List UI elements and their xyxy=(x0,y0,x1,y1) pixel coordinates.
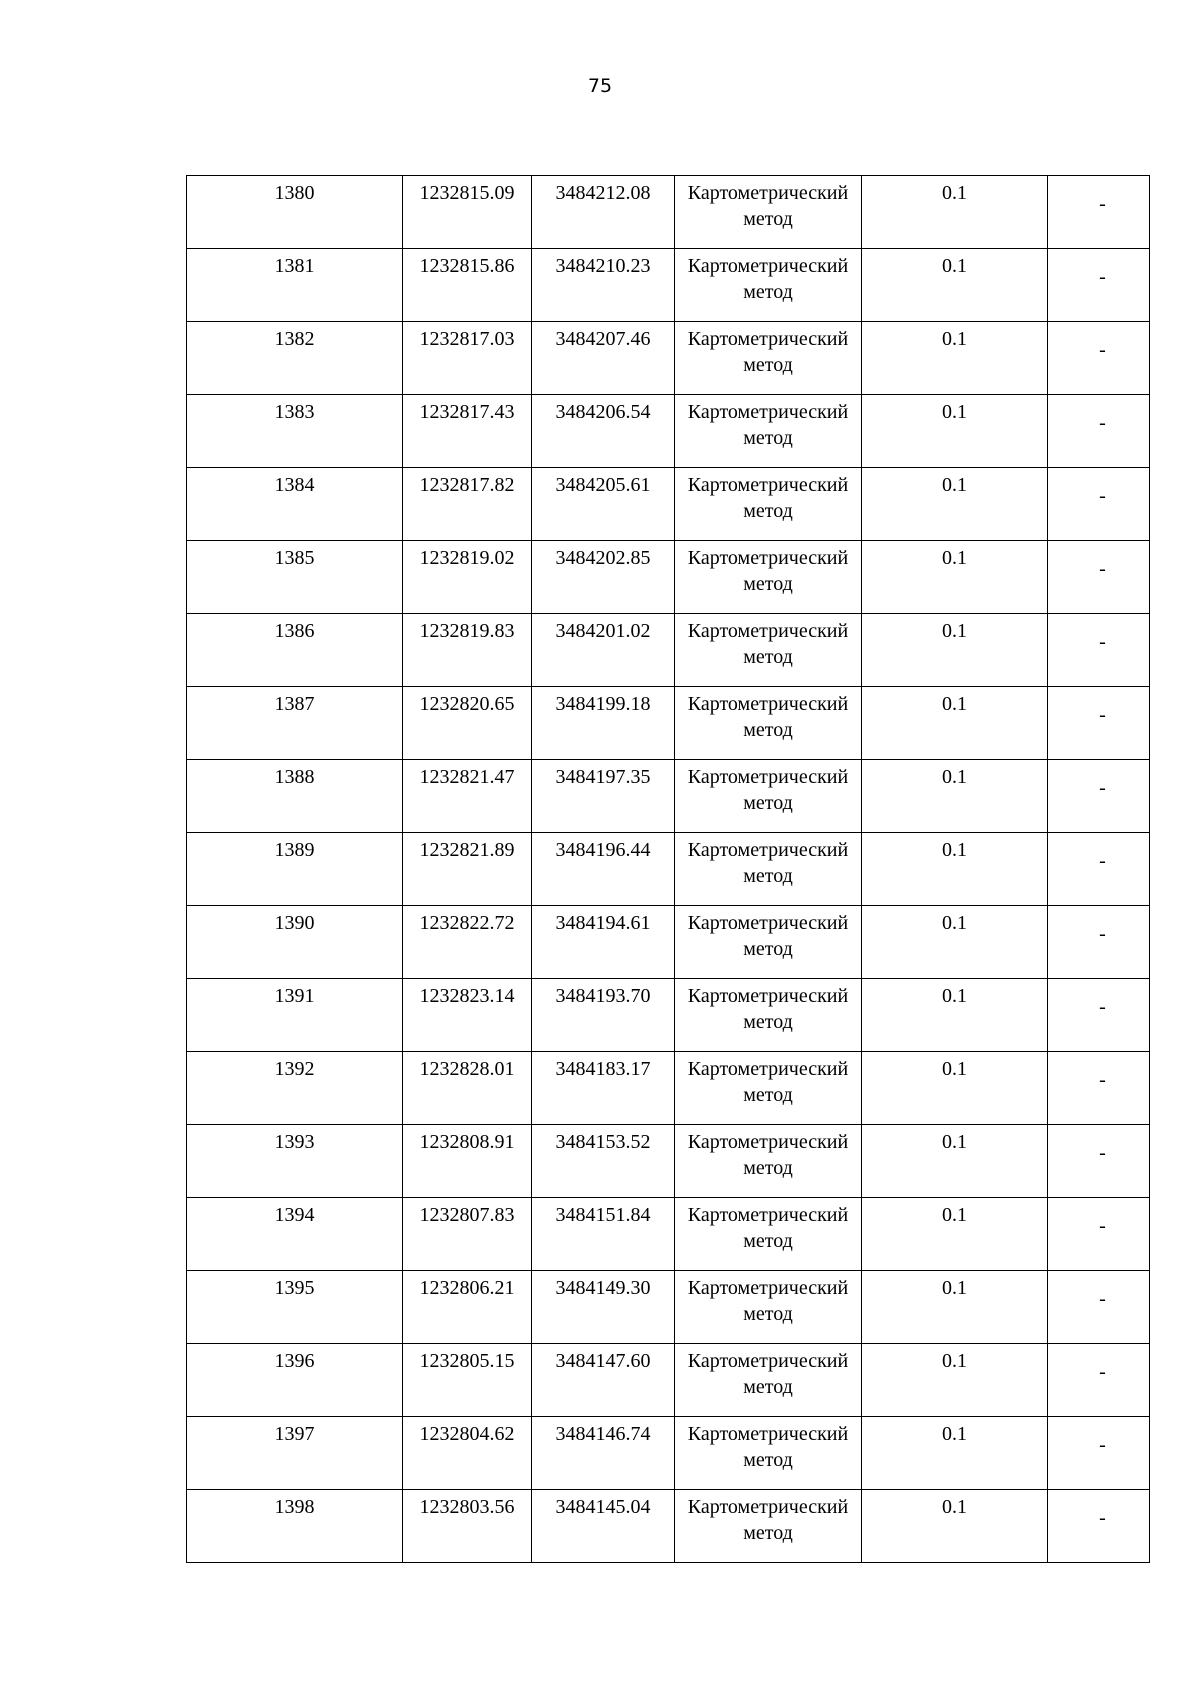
point-number: 1381 xyxy=(274,255,315,277)
method-line-1: Картометрический xyxy=(687,255,849,277)
y-coordinate-cell xyxy=(532,979,675,1052)
y-coordinate: 3484210.23 xyxy=(555,255,651,277)
accuracy-value: 0.1 xyxy=(942,1131,967,1153)
point-number: 1397 xyxy=(274,1423,315,1445)
note-value: - xyxy=(1099,1069,1106,1091)
table-row xyxy=(187,614,1150,687)
x-coordinate-cell xyxy=(403,1125,532,1198)
note-value: - xyxy=(1099,631,1106,653)
y-coordinate-cell xyxy=(532,833,675,906)
y-coordinate-cell xyxy=(532,1198,675,1271)
point-number-cell xyxy=(187,176,403,249)
method-line-2: метод xyxy=(743,938,793,960)
method-line-2: метод xyxy=(743,1449,793,1471)
point-number: 1387 xyxy=(274,693,315,715)
x-coordinate-cell xyxy=(403,395,532,468)
note-cell xyxy=(1048,979,1150,1052)
x-coordinate-cell xyxy=(403,979,532,1052)
table-row xyxy=(187,979,1150,1052)
method-cell xyxy=(675,468,862,541)
method-cell xyxy=(675,1490,862,1563)
method-line-1: Картометрический xyxy=(687,1058,849,1080)
accuracy-value: 0.1 xyxy=(942,1277,967,1299)
y-coordinate-cell xyxy=(532,614,675,687)
method-cell xyxy=(675,1344,862,1417)
x-coordinate-cell xyxy=(403,176,532,249)
x-coordinate-cell xyxy=(403,1198,532,1271)
point-number: 1391 xyxy=(274,985,315,1007)
accuracy-cell xyxy=(862,1344,1048,1417)
y-coordinate: 3484201.02 xyxy=(555,620,651,642)
method-line-2: метод xyxy=(743,500,793,522)
x-coordinate: 1232821.89 xyxy=(419,839,515,861)
accuracy-value: 0.1 xyxy=(942,401,967,423)
table-row xyxy=(187,760,1150,833)
point-number: 1398 xyxy=(274,1496,315,1518)
note-cell xyxy=(1048,1490,1150,1563)
x-coordinate-cell xyxy=(403,1052,532,1125)
table-row xyxy=(187,249,1150,322)
method-cell xyxy=(675,833,862,906)
note-value: - xyxy=(1099,850,1106,872)
y-coordinate-cell xyxy=(532,1271,675,1344)
page-number: 75 xyxy=(587,75,613,97)
y-coordinate: 3484207.46 xyxy=(555,328,651,350)
point-number-cell xyxy=(187,760,403,833)
method-cell xyxy=(675,906,862,979)
note-value: - xyxy=(1099,704,1106,726)
point-number: 1395 xyxy=(274,1277,315,1299)
accuracy-value: 0.1 xyxy=(942,474,967,496)
method-line-2: метод xyxy=(743,719,793,741)
accuracy-value: 0.1 xyxy=(942,620,967,642)
accuracy-cell xyxy=(862,833,1048,906)
point-number-cell xyxy=(187,614,403,687)
method-line-2: метод xyxy=(743,208,793,230)
y-coordinate: 3484193.70 xyxy=(555,985,651,1007)
x-coordinate: 1232823.14 xyxy=(419,985,515,1007)
method-cell xyxy=(675,614,862,687)
note-cell xyxy=(1048,1417,1150,1490)
x-coordinate-cell xyxy=(403,468,532,541)
note-cell xyxy=(1048,468,1150,541)
point-number-cell xyxy=(187,979,403,1052)
note-cell xyxy=(1048,1052,1150,1125)
x-coordinate-cell xyxy=(403,322,532,395)
table-row xyxy=(187,1125,1150,1198)
point-number: 1386 xyxy=(274,620,315,642)
accuracy-value: 0.1 xyxy=(942,182,967,204)
y-coordinate: 3484202.85 xyxy=(555,547,651,569)
method-line-1: Картометрический xyxy=(687,1131,849,1153)
table-row xyxy=(187,1344,1150,1417)
point-number-cell xyxy=(187,1417,403,1490)
accuracy-cell xyxy=(862,395,1048,468)
x-coordinate: 1232804.62 xyxy=(419,1423,515,1445)
accuracy-cell xyxy=(862,1490,1048,1563)
x-coordinate: 1232828.01 xyxy=(419,1058,515,1080)
x-coordinate: 1232821.47 xyxy=(419,766,515,788)
note-cell xyxy=(1048,322,1150,395)
method-line-2: метод xyxy=(743,646,793,668)
x-coordinate-cell xyxy=(403,1417,532,1490)
y-coordinate: 3484197.35 xyxy=(555,766,651,788)
point-number: 1390 xyxy=(274,912,315,934)
point-number: 1392 xyxy=(274,1058,315,1080)
accuracy-value: 0.1 xyxy=(942,693,967,715)
y-coordinate-cell xyxy=(532,1125,675,1198)
method-line-2: метод xyxy=(743,1011,793,1033)
method-line-2: метод xyxy=(743,1084,793,1106)
y-coordinate: 3484149.30 xyxy=(555,1277,651,1299)
x-coordinate: 1232806.21 xyxy=(419,1277,515,1299)
method-cell xyxy=(675,1125,862,1198)
table-row xyxy=(187,541,1150,614)
accuracy-cell xyxy=(862,979,1048,1052)
accuracy-cell xyxy=(862,322,1048,395)
y-coordinate: 3484153.52 xyxy=(555,1131,651,1153)
accuracy-cell xyxy=(862,541,1048,614)
note-cell xyxy=(1048,249,1150,322)
method-line-1: Картометрический xyxy=(687,1350,849,1372)
point-number: 1388 xyxy=(274,766,315,788)
point-number-cell xyxy=(187,1052,403,1125)
method-line-1: Картометрический xyxy=(687,1496,849,1518)
accuracy-value: 0.1 xyxy=(942,985,967,1007)
method-cell xyxy=(675,1052,862,1125)
accuracy-value: 0.1 xyxy=(942,547,967,569)
x-coordinate-cell xyxy=(403,541,532,614)
method-line-1: Картометрический xyxy=(687,912,849,934)
note-cell xyxy=(1048,833,1150,906)
note-cell xyxy=(1048,1198,1150,1271)
table-row xyxy=(187,1417,1150,1490)
note-value: - xyxy=(1099,266,1106,288)
method-line-1: Картометрический xyxy=(687,474,849,496)
point-number-cell xyxy=(187,833,403,906)
x-coordinate: 1232817.43 xyxy=(419,401,515,423)
note-cell xyxy=(1048,687,1150,760)
note-value: - xyxy=(1099,1361,1106,1383)
y-coordinate: 3484199.18 xyxy=(555,693,651,715)
coordinates-table-body xyxy=(187,176,1150,1563)
y-coordinate-cell xyxy=(532,541,675,614)
point-number-cell xyxy=(187,906,403,979)
accuracy-value: 0.1 xyxy=(942,1204,967,1226)
note-cell xyxy=(1048,614,1150,687)
method-cell xyxy=(675,687,862,760)
note-value: - xyxy=(1099,412,1106,434)
note-value: - xyxy=(1099,996,1106,1018)
point-number-cell xyxy=(187,687,403,760)
method-line-2: метод xyxy=(743,427,793,449)
method-line-2: метод xyxy=(743,865,793,887)
y-coordinate: 3484196.44 xyxy=(555,839,651,861)
point-number-cell xyxy=(187,1490,403,1563)
accuracy-cell xyxy=(862,1271,1048,1344)
x-coordinate: 1232817.82 xyxy=(419,474,515,496)
note-cell xyxy=(1048,1344,1150,1417)
method-line-1: Картометрический xyxy=(687,693,849,715)
x-coordinate: 1232815.86 xyxy=(419,255,515,277)
method-cell xyxy=(675,1271,862,1344)
x-coordinate-cell xyxy=(403,614,532,687)
method-line-1: Картометрический xyxy=(687,839,849,861)
x-coordinate: 1232820.65 xyxy=(419,693,515,715)
point-number-cell xyxy=(187,1125,403,1198)
method-line-1: Картометрический xyxy=(687,328,849,350)
point-number: 1385 xyxy=(274,547,315,569)
method-line-1: Картометрический xyxy=(687,1423,849,1445)
table-row xyxy=(187,833,1150,906)
y-coordinate-cell xyxy=(532,395,675,468)
note-cell xyxy=(1048,1271,1150,1344)
point-number-cell xyxy=(187,1198,403,1271)
accuracy-cell xyxy=(862,1198,1048,1271)
coordinates-table xyxy=(186,175,1150,1563)
method-cell xyxy=(675,249,862,322)
note-value: - xyxy=(1099,1434,1106,1456)
method-cell xyxy=(675,395,862,468)
note-cell xyxy=(1048,176,1150,249)
method-cell xyxy=(675,760,862,833)
point-number-cell xyxy=(187,249,403,322)
table-row xyxy=(187,1271,1150,1344)
accuracy-value: 0.1 xyxy=(942,255,967,277)
note-value: - xyxy=(1099,558,1106,580)
method-cell xyxy=(675,1417,862,1490)
note-cell xyxy=(1048,760,1150,833)
x-coordinate-cell xyxy=(403,687,532,760)
method-line-2: метод xyxy=(743,1376,793,1398)
x-coordinate-cell xyxy=(403,833,532,906)
y-coordinate-cell xyxy=(532,906,675,979)
accuracy-value: 0.1 xyxy=(942,1496,967,1518)
method-cell xyxy=(675,979,862,1052)
method-line-2: метод xyxy=(743,281,793,303)
table-row xyxy=(187,906,1150,979)
x-coordinate-cell xyxy=(403,1344,532,1417)
accuracy-cell xyxy=(862,906,1048,979)
method-line-2: метод xyxy=(743,1303,793,1325)
method-line-2: метод xyxy=(743,792,793,814)
table-row xyxy=(187,687,1150,760)
x-coordinate: 1232807.83 xyxy=(419,1204,515,1226)
accuracy-cell xyxy=(862,1125,1048,1198)
y-coordinate: 3484206.54 xyxy=(555,401,651,423)
x-coordinate-cell xyxy=(403,1490,532,1563)
note-value: - xyxy=(1099,1288,1106,1310)
note-cell xyxy=(1048,906,1150,979)
method-cell xyxy=(675,541,862,614)
accuracy-cell xyxy=(862,1417,1048,1490)
note-value: - xyxy=(1099,339,1106,361)
point-number-cell xyxy=(187,468,403,541)
y-coordinate: 3484147.60 xyxy=(555,1350,651,1372)
method-line-1: Картометрический xyxy=(687,1277,849,1299)
x-coordinate-cell xyxy=(403,249,532,322)
y-coordinate-cell xyxy=(532,687,675,760)
method-line-1: Картометрический xyxy=(687,547,849,569)
x-coordinate: 1232803.56 xyxy=(419,1496,515,1518)
y-coordinate-cell xyxy=(532,1344,675,1417)
method-line-1: Картометрический xyxy=(687,1204,849,1226)
note-value: - xyxy=(1099,777,1106,799)
accuracy-value: 0.1 xyxy=(942,1423,967,1445)
accuracy-cell xyxy=(862,468,1048,541)
y-coordinate-cell xyxy=(532,1490,675,1563)
method-line-1: Картометрический xyxy=(687,182,849,204)
note-value: - xyxy=(1099,193,1106,215)
method-line-1: Картометрический xyxy=(687,620,849,642)
point-number: 1383 xyxy=(274,401,315,423)
accuracy-cell xyxy=(862,176,1048,249)
note-cell xyxy=(1048,395,1150,468)
table-row xyxy=(187,395,1150,468)
y-coordinate: 3484145.04 xyxy=(555,1496,651,1518)
table-row xyxy=(187,322,1150,395)
table-row xyxy=(187,176,1150,249)
point-number: 1382 xyxy=(274,328,315,350)
table-row xyxy=(187,1198,1150,1271)
y-coordinate: 3484212.08 xyxy=(555,182,651,204)
y-coordinate-cell xyxy=(532,1052,675,1125)
accuracy-cell xyxy=(862,687,1048,760)
point-number: 1394 xyxy=(274,1204,315,1226)
method-line-1: Картометрический xyxy=(687,401,849,423)
method-line-1: Картометрический xyxy=(687,985,849,1007)
accuracy-value: 0.1 xyxy=(942,766,967,788)
y-coordinate-cell xyxy=(532,760,675,833)
x-coordinate: 1232822.72 xyxy=(419,912,515,934)
y-coordinate-cell xyxy=(532,468,675,541)
x-coordinate: 1232815.09 xyxy=(419,182,515,204)
method-cell xyxy=(675,322,862,395)
x-coordinate: 1232805.15 xyxy=(419,1350,515,1372)
method-line-2: метод xyxy=(743,354,793,376)
method-cell xyxy=(675,1198,862,1271)
method-line-2: метод xyxy=(743,1157,793,1179)
y-coordinate-cell xyxy=(532,176,675,249)
point-number-cell xyxy=(187,541,403,614)
note-value: - xyxy=(1099,1142,1106,1164)
x-coordinate: 1232819.83 xyxy=(419,620,515,642)
accuracy-cell xyxy=(862,249,1048,322)
note-cell xyxy=(1048,1125,1150,1198)
point-number-cell xyxy=(187,322,403,395)
method-line-2: метод xyxy=(743,573,793,595)
point-number: 1393 xyxy=(274,1131,315,1153)
note-cell xyxy=(1048,541,1150,614)
point-number: 1396 xyxy=(274,1350,315,1372)
accuracy-value: 0.1 xyxy=(942,912,967,934)
x-coordinate-cell xyxy=(403,1271,532,1344)
method-line-2: метод xyxy=(743,1230,793,1252)
x-coordinate-cell xyxy=(403,906,532,979)
y-coordinate: 3484205.61 xyxy=(555,474,651,496)
point-number: 1380 xyxy=(274,182,315,204)
note-value: - xyxy=(1099,1215,1106,1237)
y-coordinate-cell xyxy=(532,1417,675,1490)
point-number-cell xyxy=(187,1271,403,1344)
accuracy-cell xyxy=(862,760,1048,833)
accuracy-value: 0.1 xyxy=(942,1350,967,1372)
method-line-1: Картометрический xyxy=(687,766,849,788)
y-coordinate: 3484194.61 xyxy=(555,912,651,934)
y-coordinate-cell xyxy=(532,322,675,395)
point-number: 1384 xyxy=(274,474,315,496)
y-coordinate: 3484151.84 xyxy=(555,1204,651,1226)
y-coordinate: 3484146.74 xyxy=(555,1423,651,1445)
accuracy-cell xyxy=(862,1052,1048,1125)
accuracy-cell xyxy=(862,614,1048,687)
y-coordinate: 3484183.17 xyxy=(555,1058,651,1080)
x-coordinate: 1232808.91 xyxy=(419,1131,515,1153)
x-coordinate: 1232817.03 xyxy=(419,328,515,350)
point-number-cell xyxy=(187,1344,403,1417)
note-value: - xyxy=(1099,1507,1106,1529)
table-row xyxy=(187,1052,1150,1125)
note-value: - xyxy=(1099,485,1106,507)
y-coordinate-cell xyxy=(532,249,675,322)
table-row xyxy=(187,1490,1150,1563)
note-value: - xyxy=(1099,923,1106,945)
accuracy-value: 0.1 xyxy=(942,1058,967,1080)
accuracy-value: 0.1 xyxy=(942,839,967,861)
method-cell xyxy=(675,176,862,249)
accuracy-value: 0.1 xyxy=(942,328,967,350)
x-coordinate-cell xyxy=(403,760,532,833)
point-number-cell xyxy=(187,395,403,468)
table-row xyxy=(187,468,1150,541)
x-coordinate: 1232819.02 xyxy=(419,547,515,569)
point-number: 1389 xyxy=(274,839,315,861)
method-line-2: метод xyxy=(743,1522,793,1544)
